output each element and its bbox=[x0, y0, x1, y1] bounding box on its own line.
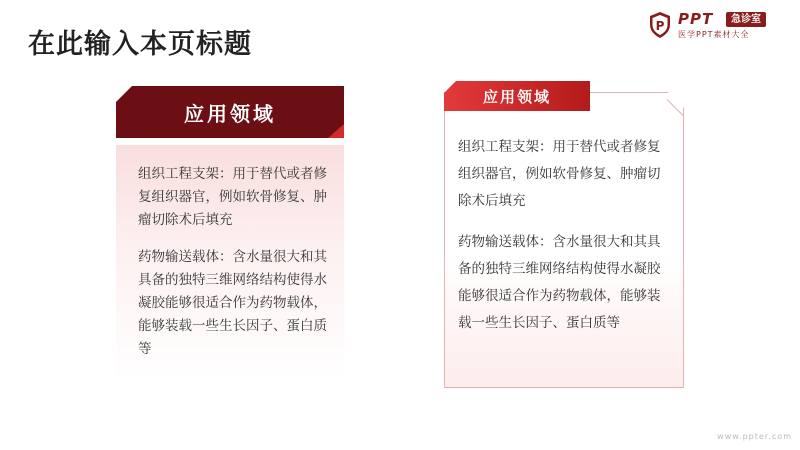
logo-subtitle: 医学PPT素材大全 bbox=[678, 30, 750, 39]
right-card-paragraph: 组织工程支架：用于替代或者修复组织器官，例如软骨修复、肿瘤切除术后填充 bbox=[458, 139, 661, 209]
svg-text:P: P bbox=[655, 19, 665, 33]
right-card-heading: 应用领域 bbox=[482, 87, 551, 106]
right-card-paragraph: 药物输送载体：含水量很大和其具备的独特三维网络结构使得水凝胶能够很适合作为药物载体，能够装载一些生长因子、蛋白质等 bbox=[458, 234, 661, 331]
left-card-heading: 应用领域 bbox=[184, 101, 276, 126]
footer-url: www.ppter.com bbox=[717, 432, 792, 441]
left-card-paragraph: 组织工程支架：用于替代或者修复组织器官，例如软骨修复、肿瘤切除术后填充 bbox=[138, 166, 327, 228]
shield-p-icon bbox=[648, 11, 672, 39]
brand-logo bbox=[648, 9, 786, 43]
right-card-body bbox=[458, 134, 673, 351]
logo-brand-text: PPT bbox=[678, 10, 714, 28]
logo-badge: 急诊室 bbox=[726, 12, 766, 27]
left-card-paragraph: 药物输送载体：含水量很大和其具备的独特三维网络结构使得水凝胶能够很适合作为药物载体，能够装载一些生长因子、蛋白质等 bbox=[138, 249, 327, 357]
page-title: 在此输入本页标题 bbox=[28, 29, 252, 60]
left-card-body bbox=[138, 163, 328, 375]
